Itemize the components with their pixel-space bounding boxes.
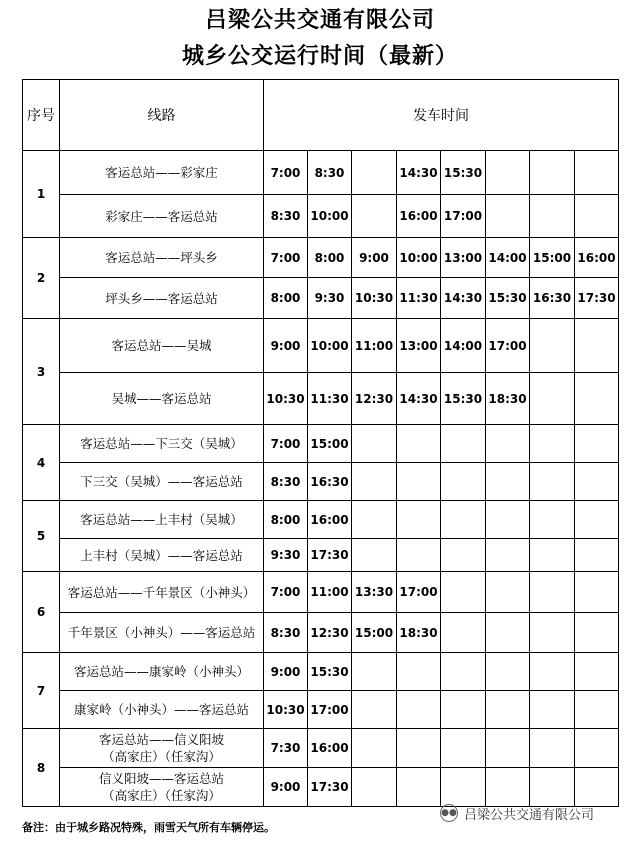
departure-time	[486, 691, 530, 729]
departure-time	[441, 501, 486, 539]
departure-time	[352, 463, 397, 501]
departure-time: 16:30	[530, 278, 575, 319]
departure-time: 10:30	[352, 278, 397, 319]
route-name	[60, 768, 264, 807]
header-times: 发车时间	[264, 80, 619, 151]
departure-time: 17:00	[441, 195, 486, 238]
departure-time: 15:30	[441, 373, 486, 425]
departure-time	[575, 151, 619, 195]
route-name-line: 客运总站——彩家庄	[105, 165, 218, 180]
table-row	[23, 373, 619, 425]
departure-time	[486, 613, 530, 653]
departure-time	[352, 501, 397, 539]
route-name-line: 彩家庄——客运总站	[105, 208, 218, 224]
departure-time: 7:00	[264, 572, 308, 613]
departure-time: 17:00	[397, 572, 441, 613]
departure-time: 14:00	[486, 238, 530, 278]
departure-time	[575, 319, 619, 373]
departure-time	[486, 425, 530, 463]
table-row	[23, 151, 619, 195]
route-name-line: 客运总站——康家岭（小神头）	[73, 664, 249, 679]
wechat-icon: ●●	[440, 804, 458, 822]
departure-time	[397, 425, 441, 463]
departure-time: 7:00	[264, 151, 308, 195]
departure-time: 9:00	[352, 238, 397, 278]
route-name	[60, 373, 264, 425]
departure-time: 15:30	[308, 653, 352, 691]
departure-time	[397, 691, 441, 729]
watermark-text: 吕梁公共交通有限公司	[464, 807, 595, 823]
departure-time	[352, 151, 397, 195]
departure-time	[486, 572, 530, 613]
route-name	[60, 463, 264, 501]
route-number: 5	[23, 501, 60, 572]
table-row	[23, 501, 619, 539]
departure-time: 11:30	[308, 373, 352, 425]
watermark	[440, 803, 594, 823]
route-number: 1	[23, 151, 60, 238]
departure-time	[486, 195, 530, 238]
departure-time: 17:30	[575, 278, 619, 319]
table-row	[23, 653, 619, 691]
table-row	[23, 691, 619, 729]
departure-time	[486, 501, 530, 539]
route-number: 3	[23, 319, 60, 425]
route-name-line: 坪头乡——客运总站	[105, 290, 218, 306]
route-name	[60, 195, 264, 238]
departure-time: 8:00	[264, 278, 308, 319]
departure-time: 17:30	[308, 768, 352, 807]
departure-time: 17:00	[486, 319, 530, 373]
departure-time: 14:30	[397, 373, 441, 425]
departure-time	[397, 653, 441, 691]
departure-time: 8:00	[308, 238, 352, 278]
route-number: 2	[23, 238, 60, 319]
route-name	[60, 501, 264, 539]
table-row	[23, 195, 619, 238]
departure-time	[575, 653, 619, 691]
departure-time	[352, 539, 397, 572]
departure-time: 7:00	[264, 238, 308, 278]
departure-time	[441, 691, 486, 729]
departure-time: 8:30	[308, 151, 352, 195]
departure-time: 15:00	[352, 613, 397, 653]
departure-time: 7:00	[264, 425, 308, 463]
departure-time	[352, 691, 397, 729]
departure-time	[530, 653, 575, 691]
departure-time: 16:00	[575, 238, 619, 278]
departure-time: 16:00	[397, 195, 441, 238]
departure-time: 9:00	[264, 319, 308, 373]
departure-time	[575, 463, 619, 501]
departure-time	[397, 729, 441, 768]
table-row	[23, 539, 619, 572]
route-number: 8	[23, 729, 60, 807]
departure-time: 10:00	[397, 238, 441, 278]
departure-time	[575, 613, 619, 653]
departure-time	[575, 768, 619, 807]
departure-time: 18:30	[397, 613, 441, 653]
departure-time	[530, 572, 575, 613]
departure-time	[352, 425, 397, 463]
departure-time: 8:30	[264, 613, 308, 653]
departure-time: 16:00	[308, 501, 352, 539]
schedule-table	[22, 79, 619, 807]
departure-time: 14:00	[441, 319, 486, 373]
footnote: 备注：由于城乡路况特殊，雨雪天气所有车辆停运。	[22, 821, 275, 834]
route-name	[60, 278, 264, 319]
departure-time: 13:30	[352, 572, 397, 613]
route-name-line: 信义阳坡——客运总站	[98, 771, 224, 786]
departure-time: 17:30	[308, 539, 352, 572]
departure-time	[441, 729, 486, 768]
departure-time	[486, 539, 530, 572]
departure-time	[575, 195, 619, 238]
route-name	[60, 613, 264, 653]
departure-time	[575, 539, 619, 572]
route-name	[60, 653, 264, 691]
departure-time	[530, 613, 575, 653]
route-name-line: 客运总站——上丰村（吴城）	[80, 512, 243, 527]
route-number: 4	[23, 425, 60, 501]
departure-time: 18:30	[486, 373, 530, 425]
departure-time	[441, 768, 486, 807]
route-name	[60, 319, 264, 373]
departure-time: 17:00	[308, 691, 352, 729]
departure-time: 10:30	[264, 373, 308, 425]
departure-time	[397, 539, 441, 572]
departure-time	[530, 319, 575, 373]
route-name-line: 吴城——客运总站	[111, 391, 212, 406]
departure-time: 9:00	[264, 768, 308, 807]
departure-time: 13:00	[397, 319, 441, 373]
table-row	[23, 319, 619, 373]
route-name-line: 客运总站——千年景区（小神头）	[67, 584, 256, 600]
table-row	[23, 425, 619, 463]
route-number: 7	[23, 653, 60, 729]
departure-time: 8:30	[264, 463, 308, 501]
route-name	[60, 691, 264, 729]
table-row	[23, 238, 619, 278]
table-row	[23, 729, 619, 768]
departure-time	[575, 501, 619, 539]
table-row	[23, 572, 619, 613]
departure-time: 11:00	[308, 572, 352, 613]
departure-time	[441, 653, 486, 691]
route-name-line: 上丰村（吴城）——客运总站	[80, 547, 243, 563]
departure-time	[352, 729, 397, 768]
departure-time	[441, 613, 486, 653]
departure-time	[486, 463, 530, 501]
departure-time: 7:30	[264, 729, 308, 768]
departure-time	[352, 768, 397, 807]
departure-time	[441, 539, 486, 572]
route-name-line: 千年景区（小神头）——客运总站	[67, 625, 256, 640]
route-name	[60, 729, 264, 768]
route-name	[60, 238, 264, 278]
table-row	[23, 278, 619, 319]
route-name-line: 客运总站——吴城	[111, 338, 212, 353]
departure-time	[575, 425, 619, 463]
departure-time	[397, 768, 441, 807]
departure-time	[530, 373, 575, 425]
departure-time	[352, 195, 397, 238]
header-route: 线路	[60, 80, 264, 151]
departure-time	[575, 691, 619, 729]
route-name	[60, 151, 264, 195]
departure-time: 11:30	[397, 278, 441, 319]
departure-time	[530, 151, 575, 195]
route-name-line: 客运总站——信义阳坡	[98, 732, 224, 747]
page-subtitle: 城乡公交运行时间（最新）	[181, 44, 458, 69]
departure-time	[530, 539, 575, 572]
departure-time	[486, 729, 530, 768]
route-name	[60, 539, 264, 572]
departure-time	[575, 373, 619, 425]
route-name-line: 客运总站——下三交（吴城）	[80, 436, 243, 451]
departure-time	[441, 572, 486, 613]
departure-time: 14:30	[441, 278, 486, 319]
departure-time	[575, 572, 619, 613]
departure-time: 10:00	[308, 319, 352, 373]
departure-time	[441, 425, 486, 463]
departure-time	[352, 653, 397, 691]
table-row	[23, 768, 619, 807]
departure-time: 16:00	[308, 729, 352, 768]
departure-time	[530, 768, 575, 807]
departure-time: 15:30	[486, 278, 530, 319]
departure-time: 9:30	[264, 539, 308, 572]
route-name-line: （高家庄）（任家沟）	[102, 749, 221, 764]
departure-time: 15:30	[441, 151, 486, 195]
departure-time: 9:30	[308, 278, 352, 319]
departure-time: 16:30	[308, 463, 352, 501]
route-number: 6	[23, 572, 60, 653]
departure-time: 8:30	[264, 195, 308, 238]
departure-time	[575, 729, 619, 768]
route-name	[60, 425, 264, 463]
departure-time	[486, 151, 530, 195]
departure-time: 8:00	[264, 501, 308, 539]
departure-time: 10:00	[308, 195, 352, 238]
route-name-line: 康家岭（小神头）——客运总站	[73, 702, 249, 717]
departure-time	[530, 501, 575, 539]
departure-time	[530, 691, 575, 729]
table-row	[23, 613, 619, 653]
table-row	[23, 463, 619, 501]
departure-time: 11:00	[352, 319, 397, 373]
departure-time	[397, 501, 441, 539]
departure-time	[530, 729, 575, 768]
departure-time: 9:00	[264, 653, 308, 691]
route-name	[60, 572, 264, 613]
route-name-line: （高家庄）（任家沟）	[102, 788, 221, 803]
header-no: 序号	[23, 80, 60, 151]
departure-time: 12:30	[352, 373, 397, 425]
departure-time	[486, 768, 530, 807]
departure-time	[486, 653, 530, 691]
departure-time: 15:00	[530, 238, 575, 278]
departure-time	[530, 195, 575, 238]
page-title: 吕梁公共交通有限公司	[204, 8, 435, 33]
departure-time: 13:00	[441, 238, 486, 278]
route-name-line: 下三交（吴城）——客运总站	[80, 474, 243, 489]
departure-time	[530, 425, 575, 463]
route-name-line: 客运总站——坪头乡	[105, 250, 218, 265]
departure-time	[530, 463, 575, 501]
departure-time: 14:30	[397, 151, 441, 195]
departure-time	[441, 463, 486, 501]
departure-time	[397, 463, 441, 501]
departure-time: 10:30	[264, 691, 308, 729]
departure-time: 12:30	[308, 613, 352, 653]
departure-time: 15:00	[308, 425, 352, 463]
